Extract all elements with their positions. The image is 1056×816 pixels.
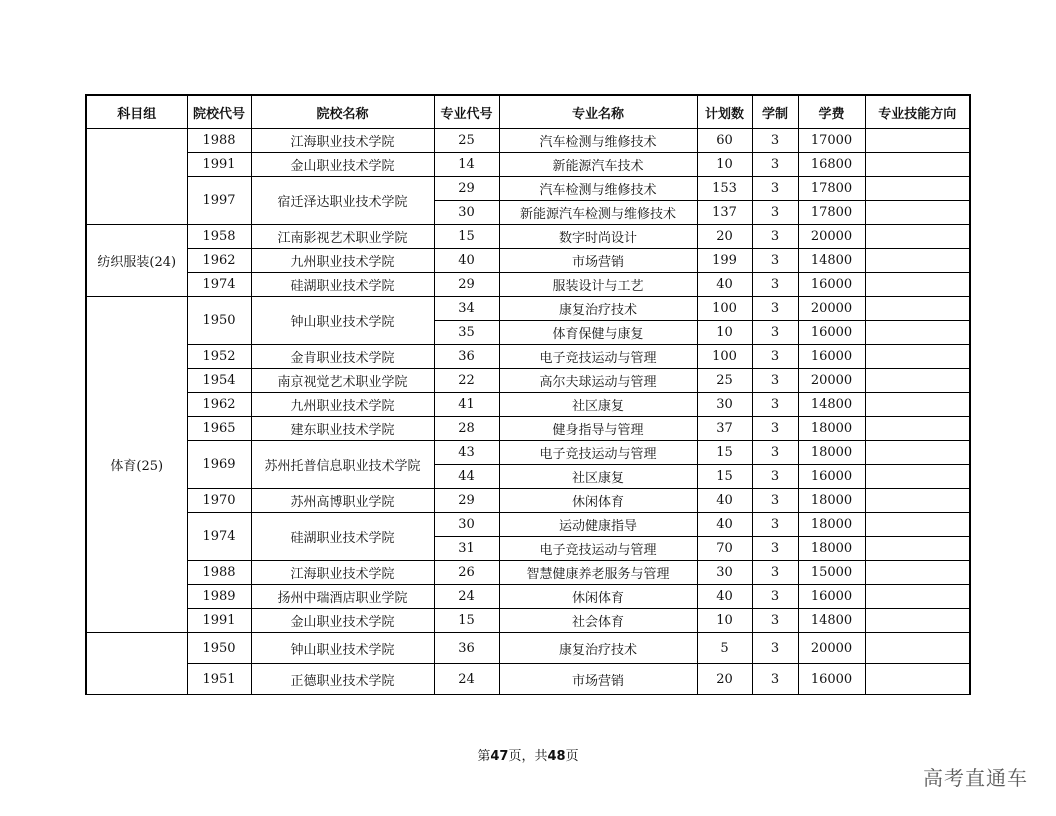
school-name-cell: 钟山职业技术学院 (251, 633, 434, 664)
skill-direction-cell (865, 177, 970, 201)
duration-cell: 3 (752, 561, 798, 585)
duration-cell: 3 (752, 225, 798, 249)
footer-prefix: 第 (477, 749, 491, 764)
major-code-cell: 22 (434, 369, 499, 393)
school-code-cell: 1988 (187, 561, 251, 585)
school-code-cell: 1969 (187, 441, 251, 489)
major-name-cell: 健身指导与管理 (499, 417, 697, 441)
skill-direction-cell (865, 417, 970, 441)
footer-suffix: 页 (565, 749, 579, 764)
major-code-cell: 35 (434, 321, 499, 345)
skill-direction-cell (865, 201, 970, 225)
duration-cell: 3 (752, 201, 798, 225)
major-name-cell: 智慧健康养老服务与管理 (499, 561, 697, 585)
school-name-cell: 硅湖职业技术学院 (251, 273, 434, 297)
table-row (86, 249, 970, 273)
school-name-cell: 金山职业技术学院 (251, 609, 434, 633)
tuition-cell: 17800 (798, 177, 865, 201)
header-subject-group: 科目组 (86, 95, 187, 129)
plan-count-cell: 100 (697, 297, 752, 321)
tuition-cell: 18000 (798, 417, 865, 441)
major-code-cell: 26 (434, 561, 499, 585)
header-school-name: 院校名称 (251, 95, 434, 129)
major-code-cell: 28 (434, 417, 499, 441)
major-name-cell: 汽车检测与维修技术 (499, 129, 697, 153)
duration-cell: 3 (752, 273, 798, 297)
header-school-code: 院校代号 (187, 95, 251, 129)
tuition-cell: 14800 (798, 249, 865, 273)
plan-count-cell: 37 (697, 417, 752, 441)
header-duration: 学制 (752, 95, 798, 129)
table-row (86, 441, 970, 465)
major-name-cell: 数字时尚设计 (499, 225, 697, 249)
school-code-cell: 1952 (187, 345, 251, 369)
school-name-cell: 金山职业技术学院 (251, 153, 434, 177)
school-name-cell: 苏州托普信息职业技术学院 (251, 441, 434, 489)
skill-direction-cell (865, 465, 970, 489)
school-name-cell: 江海职业技术学院 (251, 129, 434, 153)
school-name-cell: 苏州高博职业学院 (251, 489, 434, 513)
tuition-cell: 14800 (798, 609, 865, 633)
skill-direction-cell (865, 489, 970, 513)
table-row (86, 369, 970, 393)
plan-count-cell: 40 (697, 489, 752, 513)
tuition-cell: 18000 (798, 537, 865, 561)
tuition-cell: 16000 (798, 465, 865, 489)
school-code-cell: 1958 (187, 225, 251, 249)
school-code-cell: 1950 (187, 633, 251, 664)
school-name-cell: 金肯职业技术学院 (251, 345, 434, 369)
skill-direction-cell (865, 633, 970, 664)
table-header-row (86, 95, 970, 129)
major-code-cell: 15 (434, 609, 499, 633)
footer-page-number: 47 (490, 749, 509, 764)
major-code-cell: 25 (434, 129, 499, 153)
table-row (86, 609, 970, 633)
skill-direction-cell (865, 345, 970, 369)
major-name-cell: 社区康复 (499, 465, 697, 489)
table-row (86, 345, 970, 369)
tuition-cell: 17800 (798, 201, 865, 225)
tuition-cell: 14800 (798, 393, 865, 417)
table-row (86, 225, 970, 249)
major-name-cell: 市场营销 (499, 249, 697, 273)
school-code-cell: 1989 (187, 585, 251, 609)
tuition-cell: 16000 (798, 664, 865, 695)
duration-cell: 3 (752, 177, 798, 201)
table-row (86, 585, 970, 609)
duration-cell: 3 (752, 345, 798, 369)
school-code-cell: 1962 (187, 249, 251, 273)
table-row (86, 561, 970, 585)
watermark-text: 高考直通车 (923, 766, 1028, 790)
header-major-name: 专业名称 (499, 95, 697, 129)
school-name-cell: 九州职业技术学院 (251, 393, 434, 417)
major-code-cell: 44 (434, 465, 499, 489)
skill-direction-cell (865, 297, 970, 321)
duration-cell: 3 (752, 369, 798, 393)
skill-direction-cell (865, 153, 970, 177)
duration-cell: 3 (752, 153, 798, 177)
major-code-cell: 30 (434, 201, 499, 225)
table-row (86, 489, 970, 513)
plan-count-cell: 20 (697, 225, 752, 249)
school-name-cell: 硅湖职业技术学院 (251, 513, 434, 561)
admission-plan-table (85, 94, 971, 695)
tuition-cell: 15000 (798, 561, 865, 585)
tuition-cell: 17000 (798, 129, 865, 153)
skill-direction-cell (865, 609, 970, 633)
duration-cell: 3 (752, 609, 798, 633)
table-row (86, 664, 970, 695)
major-code-cell: 41 (434, 393, 499, 417)
duration-cell: 3 (752, 664, 798, 695)
plan-count-cell: 15 (697, 465, 752, 489)
major-name-cell: 康复治疗技术 (499, 297, 697, 321)
subject-group-cell (86, 633, 187, 695)
school-name-cell: 钟山职业技术学院 (251, 297, 434, 345)
duration-cell: 3 (752, 297, 798, 321)
subject-group-cell: 体育(25) (86, 297, 187, 633)
table-row (86, 177, 970, 201)
plan-count-cell: 15 (697, 441, 752, 465)
major-code-cell: 43 (434, 441, 499, 465)
tuition-cell: 16000 (798, 273, 865, 297)
major-name-cell: 新能源汽车检测与维修技术 (499, 201, 697, 225)
plan-count-cell: 40 (697, 585, 752, 609)
major-name-cell: 汽车检测与维修技术 (499, 177, 697, 201)
header-plan-count: 计划数 (697, 95, 752, 129)
duration-cell: 3 (752, 393, 798, 417)
duration-cell: 3 (752, 585, 798, 609)
header-major-code: 专业代号 (434, 95, 499, 129)
tuition-cell: 16800 (798, 153, 865, 177)
duration-cell: 3 (752, 633, 798, 664)
school-code-cell: 1997 (187, 177, 251, 225)
duration-cell: 3 (752, 465, 798, 489)
duration-cell: 3 (752, 441, 798, 465)
major-name-cell: 服装设计与工艺 (499, 273, 697, 297)
school-code-cell: 1974 (187, 273, 251, 297)
skill-direction-cell (865, 664, 970, 695)
major-code-cell: 29 (434, 489, 499, 513)
table-row (86, 129, 970, 153)
major-name-cell: 电子竞技运动与管理 (499, 345, 697, 369)
skill-direction-cell (865, 321, 970, 345)
school-name-cell: 南京视觉艺术职业学院 (251, 369, 434, 393)
major-name-cell: 休闲体育 (499, 489, 697, 513)
major-name-cell: 电子竞技运动与管理 (499, 537, 697, 561)
major-name-cell: 康复治疗技术 (499, 633, 697, 664)
school-name-cell: 九州职业技术学院 (251, 249, 434, 273)
footer-middle: 页，共 (508, 749, 548, 764)
duration-cell: 3 (752, 129, 798, 153)
plan-count-cell: 60 (697, 129, 752, 153)
school-code-cell: 1950 (187, 297, 251, 345)
major-code-cell: 14 (434, 153, 499, 177)
plan-count-cell: 10 (697, 321, 752, 345)
tuition-cell: 18000 (798, 489, 865, 513)
skill-direction-cell (865, 561, 970, 585)
major-code-cell: 36 (434, 345, 499, 369)
table-row (86, 153, 970, 177)
school-name-cell: 江南影视艺术职业学院 (251, 225, 434, 249)
major-code-cell: 29 (434, 177, 499, 201)
table-body (86, 129, 970, 695)
plan-count-cell: 100 (697, 345, 752, 369)
table-row (86, 513, 970, 537)
major-name-cell: 社会体育 (499, 609, 697, 633)
table-row (86, 393, 970, 417)
duration-cell: 3 (752, 489, 798, 513)
major-name-cell: 社区康复 (499, 393, 697, 417)
school-name-cell: 宿迁泽达职业技术学院 (251, 177, 434, 225)
plan-count-cell: 40 (697, 513, 752, 537)
plan-count-cell: 40 (697, 273, 752, 297)
major-code-cell: 24 (434, 585, 499, 609)
school-code-cell: 1965 (187, 417, 251, 441)
school-code-cell: 1954 (187, 369, 251, 393)
school-code-cell: 1951 (187, 664, 251, 695)
plan-count-cell: 10 (697, 609, 752, 633)
school-code-cell: 1974 (187, 513, 251, 561)
subject-group-cell (86, 129, 187, 225)
skill-direction-cell (865, 585, 970, 609)
major-name-cell: 新能源汽车技术 (499, 153, 697, 177)
skill-direction-cell (865, 513, 970, 537)
school-code-cell: 1991 (187, 153, 251, 177)
school-code-cell: 1962 (187, 393, 251, 417)
tuition-cell: 20000 (798, 369, 865, 393)
major-name-cell: 高尔夫球运动与管理 (499, 369, 697, 393)
major-code-cell: 24 (434, 664, 499, 695)
plan-count-cell: 10 (697, 153, 752, 177)
skill-direction-cell (865, 369, 970, 393)
major-code-cell: 31 (434, 537, 499, 561)
school-name-cell: 正德职业技术学院 (251, 664, 434, 695)
tuition-cell: 20000 (798, 297, 865, 321)
plan-count-cell: 30 (697, 561, 752, 585)
major-name-cell: 运动健康指导 (499, 513, 697, 537)
major-code-cell: 40 (434, 249, 499, 273)
duration-cell: 3 (752, 321, 798, 345)
school-code-cell: 1988 (187, 129, 251, 153)
major-code-cell: 36 (434, 633, 499, 664)
subject-group-cell: 纺织服装(24) (86, 225, 187, 297)
tuition-cell: 16000 (798, 321, 865, 345)
school-code-cell: 1970 (187, 489, 251, 513)
duration-cell: 3 (752, 537, 798, 561)
skill-direction-cell (865, 393, 970, 417)
skill-direction-cell (865, 273, 970, 297)
plan-count-cell: 70 (697, 537, 752, 561)
duration-cell: 3 (752, 249, 798, 273)
footer-total-pages: 48 (547, 749, 566, 764)
skill-direction-cell (865, 537, 970, 561)
header-tuition: 学费 (798, 95, 865, 129)
major-code-cell: 34 (434, 297, 499, 321)
skill-direction-cell (865, 249, 970, 273)
plan-count-cell: 137 (697, 201, 752, 225)
major-name-cell: 市场营销 (499, 664, 697, 695)
plan-count-cell: 20 (697, 664, 752, 695)
plan-count-cell: 153 (697, 177, 752, 201)
duration-cell: 3 (752, 417, 798, 441)
duration-cell: 3 (752, 513, 798, 537)
plan-count-cell: 199 (697, 249, 752, 273)
plan-count-cell: 25 (697, 369, 752, 393)
tuition-cell: 18000 (798, 513, 865, 537)
school-name-cell: 建东职业技术学院 (251, 417, 434, 441)
major-name-cell: 体育保健与康复 (499, 321, 697, 345)
tuition-cell: 16000 (798, 345, 865, 369)
table-row (86, 297, 970, 321)
tuition-cell: 18000 (798, 441, 865, 465)
major-code-cell: 30 (434, 513, 499, 537)
page-footer (0, 745, 1056, 764)
tuition-cell: 16000 (798, 585, 865, 609)
tuition-cell: 20000 (798, 633, 865, 664)
school-name-cell: 扬州中瑞酒店职业学院 (251, 585, 434, 609)
table-row (86, 417, 970, 441)
table-row (86, 273, 970, 297)
header-skill-direction: 专业技能方向 (865, 95, 970, 129)
school-name-cell: 江海职业技术学院 (251, 561, 434, 585)
tuition-cell: 20000 (798, 225, 865, 249)
major-name-cell: 电子竞技运动与管理 (499, 441, 697, 465)
major-name-cell: 休闲体育 (499, 585, 697, 609)
major-code-cell: 29 (434, 273, 499, 297)
skill-direction-cell (865, 129, 970, 153)
skill-direction-cell (865, 225, 970, 249)
plan-count-cell: 30 (697, 393, 752, 417)
plan-count-cell: 5 (697, 633, 752, 664)
skill-direction-cell (865, 441, 970, 465)
school-code-cell: 1991 (187, 609, 251, 633)
major-code-cell: 15 (434, 225, 499, 249)
table-row (86, 633, 970, 664)
